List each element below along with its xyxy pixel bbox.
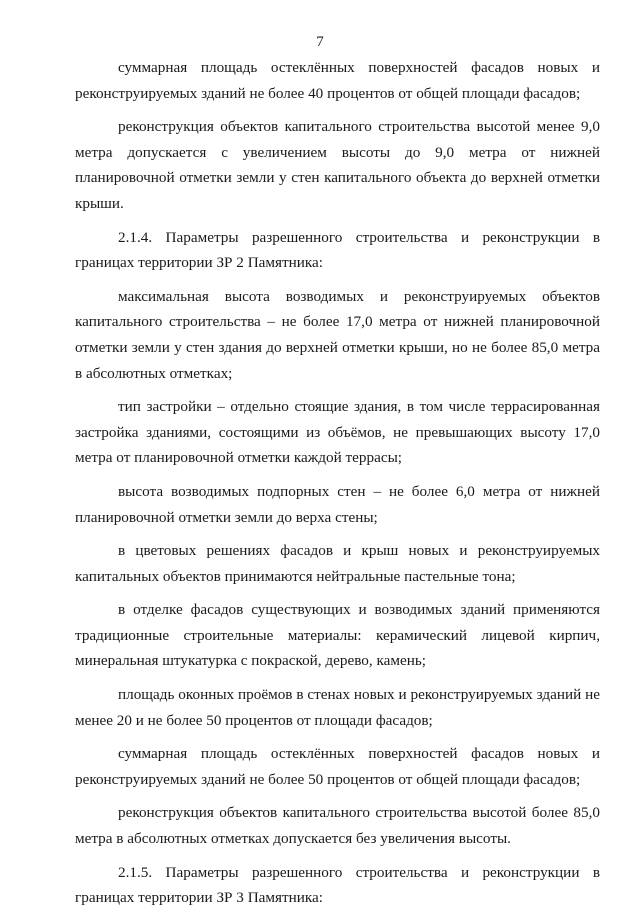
paragraph-glazing-area-zr2: суммарная площадь остеклённых поверхностей фасадов новых и реконструируемых зданий не более 50 процентов от общей площади фасадов; xyxy=(75,745,600,788)
paragraph-retaining-walls: высота возводимых подпорных стен – не более 6,0 метра от нижней планировочной отметки земли до верха стены; xyxy=(75,482,600,526)
page-number: 7 xyxy=(316,34,324,50)
paragraph-facade-materials: в отделке фасадов существующих и возводимых зданий применяются традиционные строительные материалы: керамический лицевой кирпич, минеральная штукатурка с покраской, дерево, камень; xyxy=(75,601,600,670)
document-body xyxy=(75,55,600,919)
paragraph-glazing-area-zr1: суммарная площадь остеклённых поверхностей фасадов новых и реконструируемых зданий не более 40 процентов от общей площади фасадов; xyxy=(75,59,600,102)
paragraph-reconstruction-height-zr1: реконструкция объектов капитального строительства высотой менее 9,0 метра допускается с увеличением высоты до 9,0 метра от нижней планировочной отметки земли у стен капитального объекта до верхней отметки крыши. xyxy=(75,118,600,212)
paragraph-reconstruction-height-zr2: реконструкция объектов капитального строительства высотой более 85,0 метра в абсолютных отметках допускается без увеличения высоты. xyxy=(75,804,600,848)
paragraph-building-type: тип застройки – отдельно стоящие здания, в том числе террасированная застройка зданиями, состоящими из объёмов, не превышающих высоту 17,0 метра от планировочной отметки каждой террасы; xyxy=(75,398,600,467)
paragraph-color-solutions: в цветовых решениях фасадов и крыш новых и реконструируемых капитальных объектов принимаются нейтральные пастельные тона; xyxy=(75,542,600,585)
paragraph-max-height: максимальная высота возводимых и реконструируемых объектов капитального строительства – не более 17,0 метра от нижней планировочной отметки земли у стен здания до верхней отметки крыши, но не более 85,0 метра в абсолютных отметках; xyxy=(75,287,600,382)
section-heading-2-1-4: 2.1.4. Параметры разрешенного строительства и реконструкции в границах территории ЗР 2 Памятника: xyxy=(75,228,600,272)
section-heading-2-1-5: 2.1.5. Параметры разрешенного строительства и реконструкции в границах территории ЗР 3 Памятника: xyxy=(75,863,600,907)
paragraph-window-area: площадь оконных проёмов в стенах новых и реконструируемых зданий не менее 20 и не более 50 процентов от площади фасадов; xyxy=(75,686,600,729)
